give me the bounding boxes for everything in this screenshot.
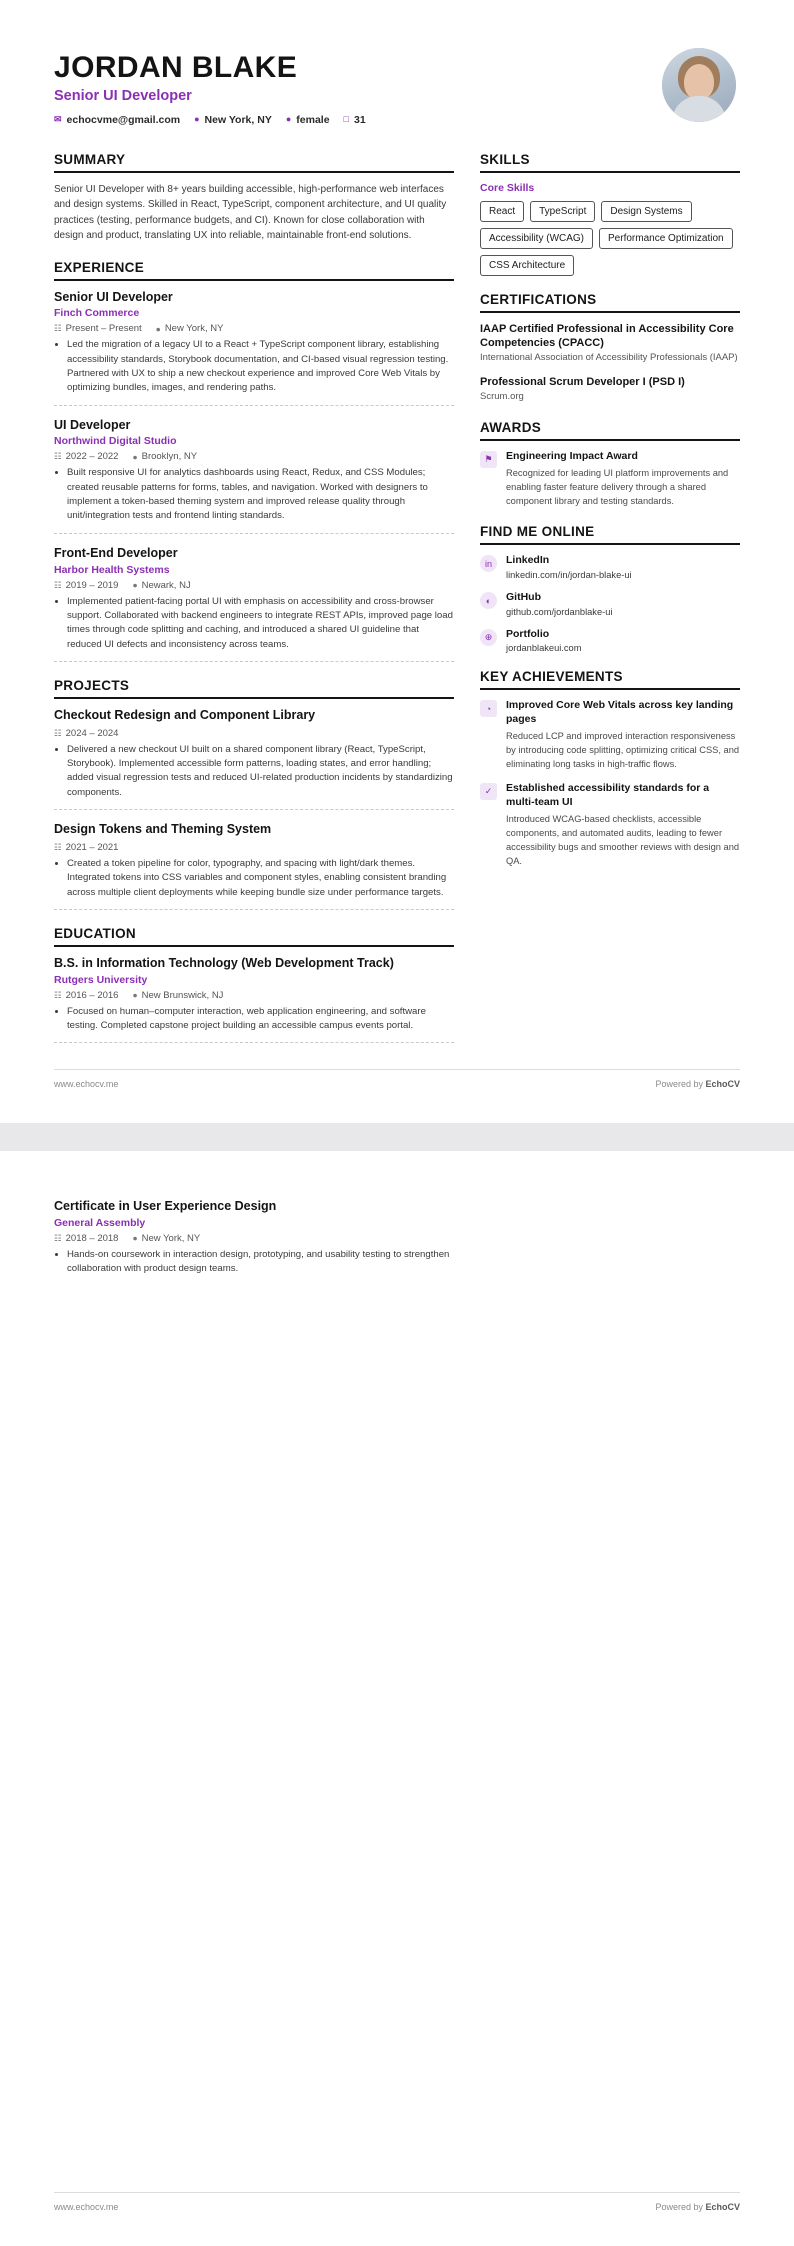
location-pin-icon: ● [132, 451, 138, 462]
experience-bullets [54, 338, 454, 396]
bullet: • Delivered a new checkout UI built on a shared component library (React, TypeScript, Storybook). Implemented accessible form patterns, loading states, and error handling; added visual regression tests and reduced UI-related production incidents by standardizing components. [67, 743, 454, 801]
bullet: • Led the migration of a legacy UI to a React + TypeScript component library, establishing accessibility standards, Storybook documentation, and CI-based visual regression testing. Partnered with UX to ship a new checkout experience and improved Core Web Vitals by optimizing bundles, images, and rendering paths. [67, 338, 454, 396]
experience-item [54, 546, 454, 662]
page-title: JORDAN BLAKE [54, 51, 298, 84]
location-pin-icon: ● [155, 323, 161, 334]
section-awards [480, 420, 740, 508]
page-separator [0, 1123, 794, 1151]
online-profile-github[interactable] [480, 591, 740, 617]
page-footer [54, 2192, 740, 2212]
footer-site-url[interactable]: www.echocv.me [54, 1079, 119, 1089]
education-bullets [54, 1248, 454, 1277]
awards-heading: AWARDS [480, 420, 740, 441]
calendar-icon: ☷ [54, 579, 62, 590]
bullet: • Created a token pipeline for color, typography, and spacing with light/dark themes. Integrated tokens into CSS variables and component styles, enabling consistent branding across multiple client deployments while keeping bundle size under performance targets. [67, 857, 454, 900]
experience-bullets [54, 466, 454, 524]
education-dates-text: 2018 – 2018 [65, 1232, 119, 1244]
experience-location-text: Newark, NJ [141, 579, 191, 591]
education-location-text: New Brunswick, NJ [141, 989, 224, 1001]
education-title: B.S. in Information Technology (Web Development Track) [54, 956, 394, 971]
envelope-icon: ✉ [54, 114, 62, 124]
achievement-desc: Introduced WCAG-based checklists, accessible components, and automated audits, leading to fewer accessibility bugs and smoother reviews with design and QA. [506, 813, 740, 866]
right-column [480, 152, 740, 1060]
award-desc: Recognized for leading UI platform improvements and enabling faster feature delivery through a shared component library and testing standards. [506, 467, 729, 506]
left-column [54, 152, 454, 1060]
footer-site-url[interactable]: www.echocv.me [54, 2202, 119, 2212]
experience-dates-text: Present – Present [65, 323, 142, 335]
achievement-name: Improved Core Web Vitals across key landing pages [506, 699, 734, 726]
award-chart-icon: ⚑ [480, 451, 497, 468]
education-continued [54, 1199, 454, 1276]
content-columns [54, 152, 740, 1060]
divider [54, 809, 454, 810]
education-org: General Assembly [54, 1216, 146, 1229]
header-role: Senior UI Developer [54, 87, 192, 104]
online-profile-link[interactable]: github.com/jordanblake-ui [506, 606, 613, 617]
education-org: Rutgers University [54, 973, 148, 986]
section-find-me-online [480, 524, 740, 653]
certifications-heading: CERTIFICATIONS [480, 292, 740, 313]
experience-org: Harbor Health Systems [54, 563, 170, 576]
experience-location [132, 580, 190, 591]
location-pin-icon: ● [194, 114, 200, 124]
header-text-block [54, 48, 366, 126]
achievement-body [506, 699, 740, 771]
certification-name: Professional Scrum Developer I (PSD I) [480, 375, 685, 388]
divider [54, 405, 454, 406]
experience-dates-text: 2022 – 2022 [65, 451, 119, 463]
footer-powered-by [655, 1079, 740, 1089]
section-certifications [480, 292, 740, 405]
contact-email-text: echocvme@gmail.com [66, 113, 181, 126]
bullet: • Implemented patient-facing portal UI with emphasis on accessibility and cross-browser support. Collaborated with backend engineers to integrate REST APIs, improved page load times through code splitting and caching, and introduced a shared UI guideline that reduced UI defects and inconsistency across teams. [67, 595, 454, 653]
experience-org: Finch Commerce [54, 307, 140, 320]
calendar-icon: ☷ [54, 727, 62, 738]
section-key-achievements [480, 669, 740, 868]
experience-title: Front-End Developer [54, 545, 178, 560]
experience-meta [54, 451, 454, 462]
project-meta [54, 842, 454, 853]
divider [54, 661, 454, 662]
project-item [54, 708, 454, 810]
certification-name: IAAP Certified Professional in Accessibility Core Competencies (CPACC) [480, 322, 734, 349]
education-bullets [54, 1005, 454, 1034]
resume-header [54, 48, 740, 126]
section-summary [54, 152, 454, 244]
education-location [132, 1233, 200, 1244]
divider [54, 909, 454, 910]
experience-location [132, 451, 197, 462]
experience-title: UI Developer [54, 417, 131, 432]
speed-gauge-icon: ◔ [480, 700, 497, 717]
experience-dates [54, 580, 118, 591]
education-location-text: New York, NY [141, 1232, 201, 1244]
location-pin-icon: ● [132, 990, 138, 1001]
achievement-item [480, 699, 740, 771]
education-item [54, 1199, 454, 1276]
education-dates [54, 990, 118, 1001]
contact-location-text: New York, NY [204, 113, 272, 126]
skill-chip: Design Systems [601, 201, 691, 222]
project-title: Design Tokens and Theming System [54, 822, 272, 837]
skill-chip: Accessibility (WCAG) [480, 228, 593, 249]
section-projects [54, 678, 454, 910]
experience-dates [54, 323, 142, 334]
education-item [54, 956, 454, 1043]
experience-location [156, 323, 224, 334]
online-profile-name: LinkedIn [506, 554, 550, 567]
github-icon: ◐ [480, 592, 497, 609]
skills-chip-list [480, 201, 740, 276]
experience-dates-text: 2019 – 2019 [65, 579, 119, 591]
summary-heading: SUMMARY [54, 152, 454, 173]
location-pin-icon: ● [132, 580, 138, 590]
award-body [506, 450, 740, 508]
section-skills [480, 152, 740, 276]
achievement-body [506, 782, 740, 868]
experience-dates [54, 451, 118, 462]
skill-chip: React [480, 201, 524, 222]
education-location [132, 990, 223, 1001]
experience-location-text: New York, NY [164, 323, 224, 335]
project-meta [54, 728, 454, 739]
section-experience [54, 260, 454, 663]
avatar-face [684, 64, 714, 100]
contact-location [194, 114, 272, 126]
education-meta [54, 990, 454, 1001]
education-heading: EDUCATION [54, 926, 454, 947]
achievement-name: Established accessibility standards for a multi-team UI [506, 782, 710, 809]
person-icon: ● [285, 114, 292, 124]
find-me-online-heading: FIND ME ONLINE [480, 524, 740, 545]
experience-location-text: Brooklyn, NY [141, 451, 198, 463]
skills-subtitle: Core Skills [480, 181, 535, 194]
calendar-icon: ☷ [54, 841, 62, 852]
experience-title: Senior UI Developer [54, 289, 173, 304]
page-footer [54, 1069, 740, 1089]
certification-item [480, 375, 740, 404]
skills-heading: SKILLS [480, 152, 740, 173]
section-education [54, 926, 454, 1043]
summary-text: Senior UI Developer with 8+ years building accessible, high-performance web interfaces and design systems. Skilled in React, TypeScript, component architecture, and UI quality practices (testing, performance budgets, and CI). Known for close collaboration with design and product, translating UX into reliable, maintainable front-end solutions. [54, 183, 447, 241]
skill-chip: Performance Optimization [599, 228, 733, 249]
bullet: • Built responsive UI for analytics dashboards using React, Redux, and CSS Modules; created reusable patterns for forms, tables, and navigation. Worked with designers to implement a token-based theming system and improved release quality through unit/integration tests and frontend linting standards. [67, 466, 454, 524]
experience-heading: EXPERIENCE [54, 260, 454, 281]
contact-email [54, 114, 180, 126]
footer-brand: EchoCV [705, 2202, 740, 2212]
location-pin-icon: ● [132, 1233, 138, 1244]
projects-heading: PROJECTS [54, 678, 454, 699]
avatar [662, 48, 736, 122]
contact-gender [286, 114, 330, 126]
award-item [480, 450, 740, 508]
experience-org: Northwind Digital Studio [54, 435, 177, 448]
certification-org: Scrum.org [480, 391, 524, 403]
education-dates-text: 2016 – 2016 [65, 989, 119, 1001]
online-profile-name: GitHub [506, 591, 541, 604]
experience-item [54, 418, 454, 534]
online-profile-body [506, 591, 612, 617]
project-bullets [54, 857, 454, 900]
award-name: Engineering Impact Award [506, 450, 638, 463]
skill-chip: CSS Architecture [480, 255, 574, 276]
certification-org: International Association of Accessibility Professionals (IAAP) [480, 352, 738, 364]
skill-chip: TypeScript [530, 201, 595, 222]
online-profile-portfolio[interactable] [480, 628, 740, 654]
online-profile-linkedin[interactable] [480, 554, 740, 580]
resume-page-2 [0, 1151, 794, 2246]
bullet: • Focused on human–computer interaction, web application engineering, and software testing. Completed capstone project building an accessible campus events portal. [67, 1005, 454, 1034]
footer-brand: EchoCV [705, 1079, 740, 1089]
calendar-icon: ☷ [54, 451, 62, 462]
linkedin-icon: in [480, 555, 497, 572]
divider [54, 1042, 454, 1043]
certification-item [480, 322, 740, 365]
calendar-icon: ☷ [54, 1232, 62, 1243]
project-item [54, 822, 454, 910]
online-profile-body [506, 554, 632, 580]
online-profile-name: Portfolio [506, 627, 550, 640]
project-dates-text: 2024 – 2024 [65, 727, 119, 739]
contact-age-text: 31 [353, 113, 366, 126]
footer-powered-by [655, 2202, 740, 2212]
contact-age [344, 114, 366, 126]
project-title: Checkout Redesign and Component Library [54, 708, 316, 723]
experience-meta [54, 323, 454, 334]
project-dates [54, 728, 118, 739]
key-achievements-heading: KEY ACHIEVEMENTS [480, 669, 740, 690]
online-profile-link[interactable]: linkedin.com/in/jordan-blake-ui [506, 570, 632, 581]
achievement-desc: Reduced LCP and improved interaction responsiveness by introducing code splitting, optimizing critical CSS, and eliminating long tasks in high-traffic flows. [506, 730, 740, 769]
footer-powered-prefix: Powered by [655, 2202, 706, 2212]
education-dates [54, 1233, 118, 1244]
calendar-icon: □ [343, 114, 349, 124]
experience-item [54, 290, 454, 406]
education-title: Certificate in User Experience Design [54, 1199, 277, 1213]
project-bullets [54, 743, 454, 801]
contact-gender-text: female [296, 113, 330, 126]
globe-icon: ⊕ [480, 629, 497, 646]
online-profile-link[interactable]: jordanblakeui.com [506, 643, 582, 654]
experience-bullets [54, 595, 454, 653]
education-meta [54, 1233, 454, 1244]
calendar-icon: ☷ [54, 989, 62, 1000]
experience-meta [54, 580, 454, 591]
project-dates-text: 2021 – 2021 [65, 841, 119, 853]
checklist-icon: ✓ [480, 783, 497, 800]
achievement-item [480, 782, 740, 868]
footer-powered-prefix: Powered by [655, 1079, 706, 1089]
project-dates [54, 842, 118, 853]
calendar-icon: ☷ [54, 323, 62, 334]
divider [54, 533, 454, 534]
bullet: • Hands-on coursework in interaction design, prototyping, and usability testing to strengthen collaboration with product design teams. [67, 1248, 454, 1277]
online-profile-body [506, 628, 581, 654]
contact-row [54, 114, 366, 126]
